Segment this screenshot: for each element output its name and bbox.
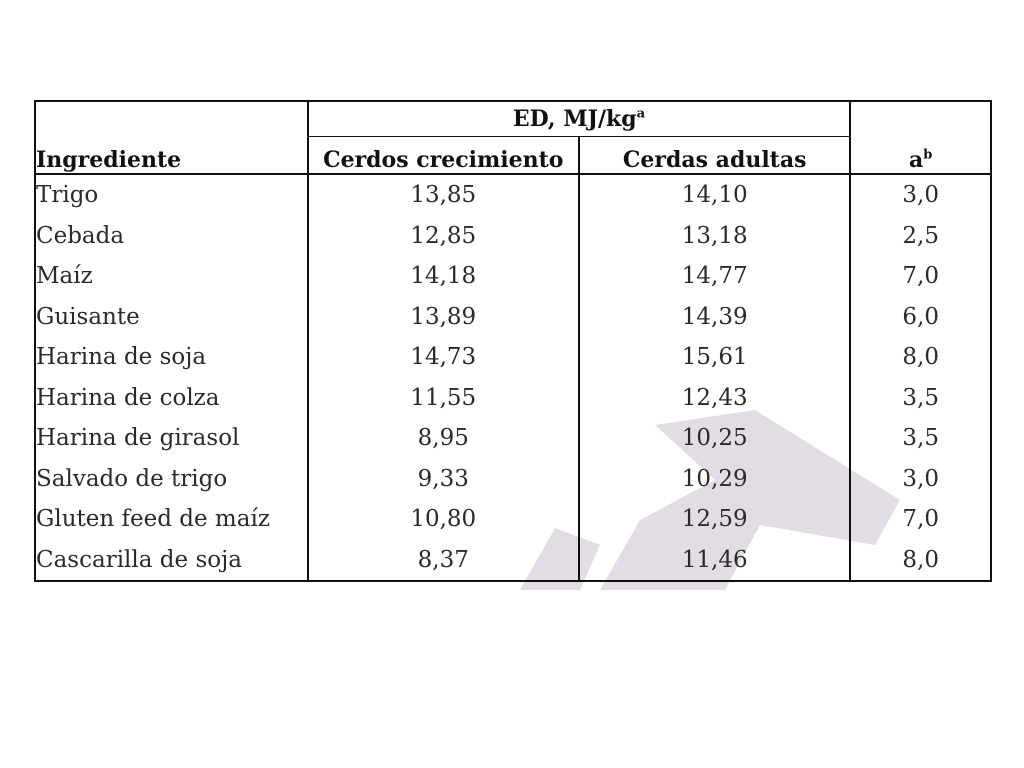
ingredient-cell: Gluten feed de maíz — [35, 499, 308, 540]
growing-pigs-cell: 8,37 — [308, 540, 580, 582]
adult-sows-header: Cerdas adultas — [579, 137, 850, 175]
a-header: $a^b$ — [850, 137, 991, 175]
table-row — [35, 216, 991, 257]
table-row — [35, 337, 991, 378]
a-cell: 3,0 — [902, 465, 939, 492]
ingredient-cell: Harina de colza — [35, 378, 308, 419]
growing-pigs-header: Cerdos crecimiento — [308, 137, 580, 175]
growing-pigs-cell: 10,80 — [308, 499, 580, 540]
a-cell: 3,5 — [902, 384, 939, 411]
ingredient-cell: Maíz — [35, 256, 308, 297]
adult-sows-cell: 10,29 — [579, 459, 850, 500]
adult-sows-cell: 13,18 — [579, 216, 850, 257]
a-cell: 7,0 — [902, 263, 939, 290]
adult-sows-cell: 14,39 — [579, 297, 850, 338]
adult-sows-cell: 15,61 — [579, 337, 850, 378]
a-cell: 3,0 — [902, 182, 939, 209]
table-row — [35, 378, 991, 419]
growing-pigs-cell: 13,89 — [308, 297, 580, 338]
adult-sows-cell: 12,43 — [579, 378, 850, 419]
ingredient-cell: Cebada — [35, 216, 308, 257]
adult-sows-cell: 14,77 — [579, 256, 850, 297]
a-cell: 2,5 — [902, 222, 939, 249]
table-row — [35, 499, 991, 540]
adult-sows-cell: 12,59 — [579, 499, 850, 540]
table-row — [35, 418, 991, 459]
a-cell: 8,0 — [902, 546, 939, 573]
growing-pigs-cell: 11,55 — [308, 378, 580, 419]
a-cell: 8,0 — [902, 344, 939, 371]
ed-group-header: ED, $MJ/kg^a$ — [308, 101, 851, 137]
ingredient-header: Ingrediente — [35, 137, 308, 175]
ingredient-cell: Salvado de trigo — [35, 459, 308, 500]
adult-sows-cell: 10,25 — [579, 418, 850, 459]
growing-pigs-cell: 13,85 — [308, 174, 580, 216]
a-cell: 7,0 — [902, 506, 939, 533]
growing-pigs-cell: 14,73 — [308, 337, 580, 378]
a-header-top — [850, 101, 991, 137]
growing-pigs-cell: 14,18 — [308, 256, 580, 297]
ingredient-cell: Trigo — [35, 174, 308, 216]
adult-sows-cell: 14,10 — [579, 174, 850, 216]
ingredient-cell: Harina de soja — [35, 337, 308, 378]
table-row — [35, 459, 991, 500]
table-row — [35, 297, 991, 338]
growing-pigs-cell: 8,95 — [308, 418, 580, 459]
growing-pigs-cell: 9,33 — [308, 459, 580, 500]
a-cell: 6,0 — [902, 303, 939, 330]
growing-pigs-cell: 12,85 — [308, 216, 580, 257]
ingredient-cell: Cascarilla de soja — [35, 540, 308, 582]
table-row — [35, 174, 991, 216]
ingredient-cell: Guisante — [35, 297, 308, 338]
ingredient-cell: Harina de girasol — [35, 418, 308, 459]
adult-sows-cell: 11,46 — [579, 540, 850, 582]
energy-table — [34, 100, 992, 582]
table-row — [35, 256, 991, 297]
table-row — [35, 540, 991, 582]
ingredient-header-top — [35, 101, 308, 137]
a-cell: 3,5 — [902, 425, 939, 452]
